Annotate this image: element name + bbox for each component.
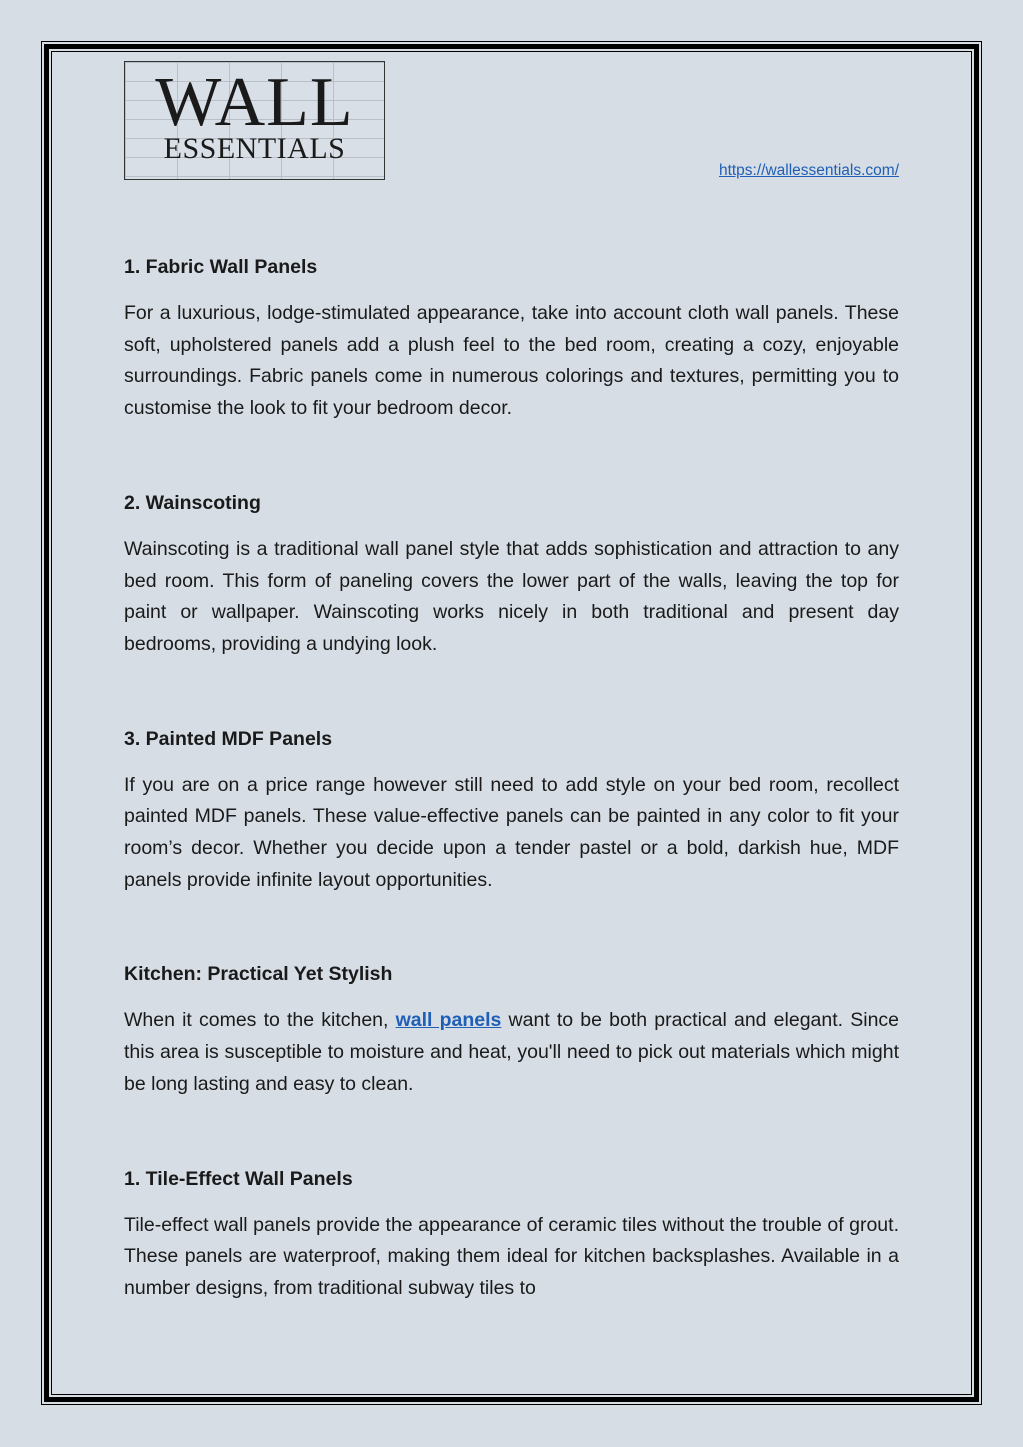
section-wainscoting <box>124 488 899 661</box>
article-body <box>124 252 899 1305</box>
section-paragraph: For a luxurious, lodge-stimulated appearance, take into account cloth wall panels. These soft, upholstered panels add a plush feel to the bed room, creating a cozy, enjoyable surroundings. Fabric panels come in numerous colorings and textures, permitting you to customise the look to fit your bedroom decor. <box>124 302 899 420</box>
section-heading: 1. Fabric Wall Panels <box>124 256 318 278</box>
section-tile-effect-wall-panels <box>124 1164 899 1305</box>
section-heading: Kitchen: Practical Yet Stylish <box>124 963 393 986</box>
paragraph-text-before-link: When it comes to the kitchen, <box>124 1009 396 1032</box>
section-heading: 2. Wainscoting <box>124 491 261 514</box>
site-url-link[interactable]: https://wallessentials.com/ <box>718 162 899 179</box>
section-paragraph: If you are on a price range however still need to add style on your bed room, recollect painted MDF panels. These value-effective panels can be painted in any color to fit your room’s decor. Whether you decide upon a tender pastel or a bold, darkish hue, MDF panels provide infinite layout opportunities. <box>124 773 899 891</box>
section-fabric-wall-panels <box>124 252 899 425</box>
paragraph-text-after-link: want to be both practical and elegant. Since this area is susceptible to moisture and heat, you'll need to pick out materials which might be long lasting and easy to clean. <box>124 1009 900 1095</box>
wall-essentials-logo <box>124 61 385 180</box>
section-paragraph <box>124 1005 899 1100</box>
logo-text-wall: WALL <box>155 64 354 141</box>
logo-text-essentials: ESSENTIALS <box>163 132 346 165</box>
wall-panels-link[interactable]: wall panels <box>395 1009 502 1032</box>
section-heading: 1. Tile-Effect Wall Panels <box>124 1167 353 1190</box>
section-painted-mdf-panels <box>124 724 899 897</box>
section-kitchen <box>124 959 899 1100</box>
section-heading: 3. Painted MDF Panels <box>124 727 333 750</box>
section-paragraph: Wainscoting is a traditional wall panel style that adds sophistication and attraction to any bed room. This form of paneling covers the lower part of the walls, leaving the top for paint or wallpaper. Wainscoting works nicely in both traditional and present day bedrooms, providing a undying look. <box>124 537 899 655</box>
section-paragraph: Tile-effect wall panels provide the appearance of ceramic tiles without the trouble of grout. These panels are waterproof, making them ideal for kitchen backsplashes. Available in a number designs, from traditional subway tiles to <box>124 1213 899 1299</box>
